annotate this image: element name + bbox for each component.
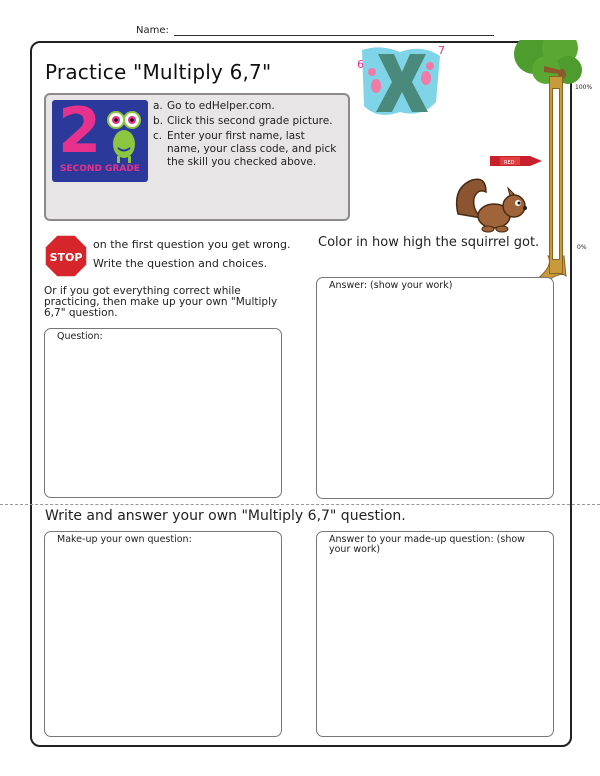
step-text: Go to edHelper.com. — [167, 100, 275, 112]
write-section-title: Write and answer your own "Multiply 6,7" question. — [45, 508, 406, 524]
step-text: Click this second grade picture. — [167, 115, 333, 127]
icon-digit-right: 7 — [438, 44, 445, 57]
multiply-icon — [352, 42, 448, 122]
stop-sign-icon — [44, 234, 88, 278]
cut-line — [0, 504, 600, 505]
step-b — [153, 115, 341, 128]
name-line[interactable] — [174, 35, 494, 36]
step-c — [153, 130, 341, 169]
step-a — [153, 100, 341, 113]
crayon-icon — [490, 154, 542, 168]
tree-icon — [504, 40, 584, 300]
page-title: Practice "Multiply 6,7" — [45, 60, 272, 84]
step-letter: a. — [153, 100, 163, 112]
stop-instructions — [93, 235, 303, 273]
icon-digit-left: 6 — [357, 58, 364, 71]
name-label: Name: — [136, 25, 169, 36]
step-letter: c. — [153, 130, 163, 142]
made-up-answer-label: Answer to your made-up question: (show your work) — [329, 534, 525, 555]
make-up-question-label: Make-up your own question: — [57, 534, 192, 545]
step-text: Enter your first name, last name, your class code, and pick the skill you checked above. — [167, 130, 337, 168]
question-box[interactable] — [44, 328, 282, 498]
answer-box-label: Answer: (show your work) — [329, 280, 453, 291]
answer-box[interactable] — [316, 277, 554, 499]
question-box-label: Question: — [57, 331, 103, 342]
grade-label: SECOND GRADE — [60, 164, 140, 174]
stop-sign-text: STOP — [49, 251, 83, 264]
second-grade-badge[interactable] — [52, 100, 148, 182]
made-up-answer-box[interactable] — [316, 531, 554, 737]
or-if-instructions: Or if you got everything correct while practicing, then make up your own "Multiply 6,7" question. — [44, 285, 278, 319]
monster-icon — [104, 108, 144, 164]
color-in-instructions: Color in how high the squirrel got. — [318, 235, 540, 250]
stop-line-1: on the first question you get wrong. — [93, 238, 291, 251]
step-letter: b. — [153, 115, 164, 127]
thermometer-fill-area[interactable] — [552, 88, 560, 260]
stop-line-2: Write the question and choices. — [93, 257, 268, 270]
crayon-label: RED — [504, 160, 515, 166]
thermometer-bottom-label: 0% — [577, 244, 587, 251]
squirrel-icon — [452, 174, 534, 238]
thermometer-top-label: 100% — [575, 84, 593, 91]
steps-list — [153, 100, 341, 171]
grade-number: 2 — [58, 100, 102, 167]
make-up-question-box[interactable] — [44, 531, 282, 737]
